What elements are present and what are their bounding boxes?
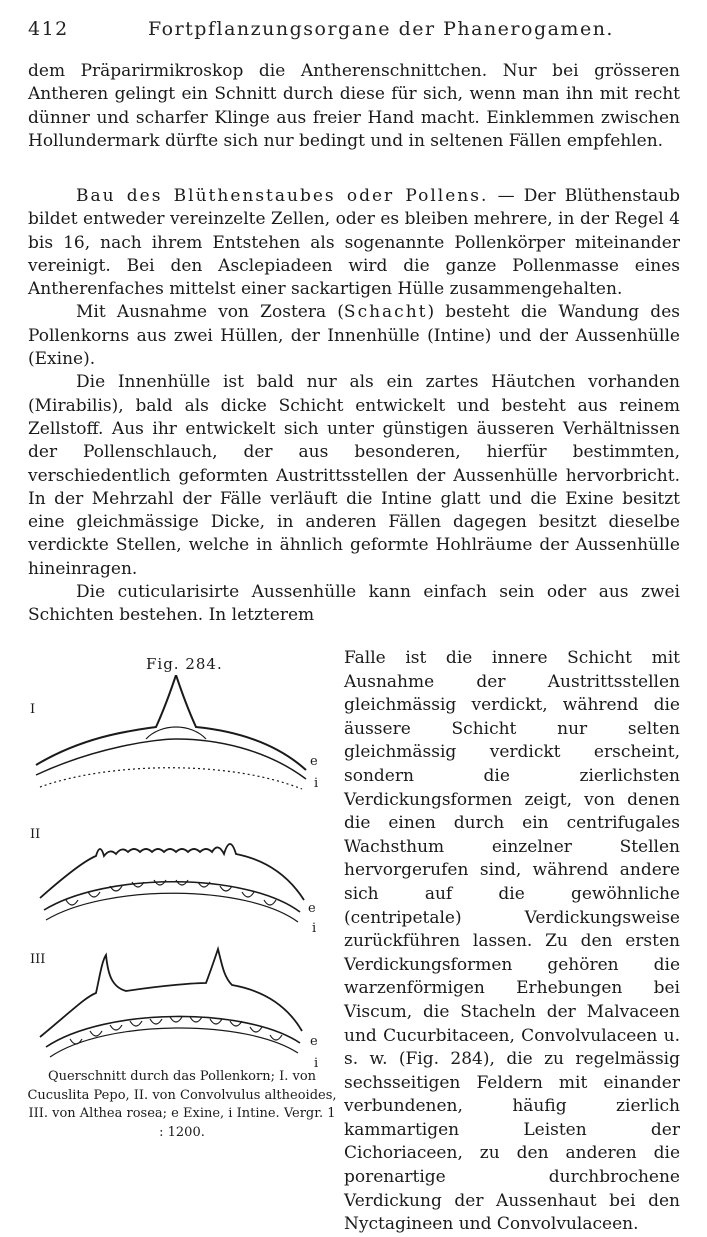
- exine-comb-outline: [40, 844, 304, 900]
- diagram-label-III: III: [30, 952, 46, 967]
- intine-line: [50, 1028, 298, 1057]
- paragraph: dem Präparirmikroskop die Antherenschnittchen. Nur bei grösseren Antheren gelingt ein Schnitt durch diese für sich, wenn man ihn mit recht dünner und scharfer Klinge aus freier Hand macht. Einklemmen zwischen Hollundermark dürfte sich nur bedingt und in seltenen Fällen empfehlen.: [28, 61, 680, 151]
- author-name: Schacht: [343, 302, 428, 323]
- figure-label: Fig. 284.: [146, 655, 223, 673]
- spine-base: [146, 727, 206, 739]
- exine-spine-outline: [40, 949, 302, 1037]
- section-heading: Bau des Blüthenstaubes oder Pollens.: [76, 186, 489, 206]
- label-i: i: [314, 776, 319, 791]
- diagram-label-I: I: [30, 702, 36, 717]
- intine-line: [46, 893, 298, 922]
- page-header: [28, 18, 683, 46]
- paragraph-text: ) besteht die Wandung des Pollenkorns aus zwei Hüllen, der Innenhülle (Intine) und der Aussenhülle (Exine).: [28, 302, 680, 370]
- pollen-diagram-2: [26, 820, 338, 940]
- label-e: e: [310, 1034, 318, 1049]
- label-e: e: [310, 754, 318, 769]
- figure-caption: Querschnitt durch das Pollenkorn; I. von Cucuslita Pepo, II. von Convolvulus altheoides, III. von Althea rosea; e Exine, i Intine. Vergr. 1 : 1200.: [27, 1069, 337, 1140]
- paragraph: Die Innenhülle ist bald nur als ein zartes Häutchen vorhanden (Mirabilis), bald als dicke Schicht entwickelt und besteht aus reinem Zellstoff. Aus ihr entwickelt sich unter günstigen äusseren Verhältnissen der Pollenschlauch, der aus besonderen, hierfür bestimmten, verschiedentlich geformten Austrittsstellen der Aussenhülle hervorbricht. In der Mehrzahl der Fälle verläuft die Intine glatt und die Exine besitzt eine gleichmässige Dicke, in anderen Fällen dagegen besitzt dieselbe verdickte Stellen, welche in ähnlich geformte Hohlräume der Aussenhülle hineinragen.: [28, 372, 680, 579]
- exine-inner-line: [44, 882, 300, 912]
- section-heading-rest: — Der Blüthenstaub bildet entweder vereinzelte Zellen, oder es bleiben mehrere, in der Regel 4 bis 16, nach ihrem Entstehen als sogenannte Pollenkörper miteinander vereinigt. Bei den Asclepiadeen wird die ganze Pollenmasse eines Antherenfaches mittelst einer sackartigen Hülle zusammengehalten.: [28, 186, 680, 300]
- inner-dots: [40, 768, 302, 789]
- page-number: 412: [28, 18, 69, 40]
- paragraph-section-start: [28, 185, 680, 301]
- paragraph: [28, 301, 680, 371]
- pollen-diagram-1: [26, 675, 338, 795]
- section-body: [28, 185, 680, 628]
- label-i: i: [314, 1056, 319, 1071]
- label-i: i: [312, 921, 317, 936]
- paragraph-start: Die cuticularisirte Aussenhülle kann einfach sein oder aus zwei Schichten bestehen. In letzterem: [28, 582, 680, 626]
- paragraph-text: Mit Ausnahme von Zostera (: [76, 302, 344, 323]
- pollen-diagram-3: [26, 945, 338, 1075]
- paragraph-continuation: Falle ist die innere Schicht mit Ausnahme der Austrittsstellen gleichmässig verdickt, während die äussere Schicht nur selten gleichmässig verdickt erscheint, sondern die zierlichsten Verdickungsformen zeigt, von denen die einen durch ein centrifugales Wachsthum einzelner Stellen hervorgerufen sind, während andere sich auf die gewöhnliche (centripetale) Verdickungsweise zurückführen lassen. Zu den ersten Verdickungsformen gehören die warzenförmigen Erhebungen bei Viscum, die Stacheln der Malvaceen und Cucurbitaceen, Convolvulaceen u. s. w. (Fig. 284), die zu regelmässig sechsseitigen Feldern mit einander verbundenen, häufig zierlich kammartigen Leisten der Cichoriaceen, zu den anderen die porenartige durchbrochene Verdickung der Aussenhaut bei den Nyctagineen und Convolvulaceen.: [344, 648, 680, 1235]
- label-e: e: [308, 901, 316, 916]
- diagram-label-II: II: [30, 827, 41, 842]
- cell-arches: [70, 1017, 282, 1044]
- running-title: Fortpflanzungsorgane der Phanerogamen.: [148, 18, 614, 40]
- text-block-top: [28, 60, 680, 153]
- figure-284: [26, 655, 338, 1075]
